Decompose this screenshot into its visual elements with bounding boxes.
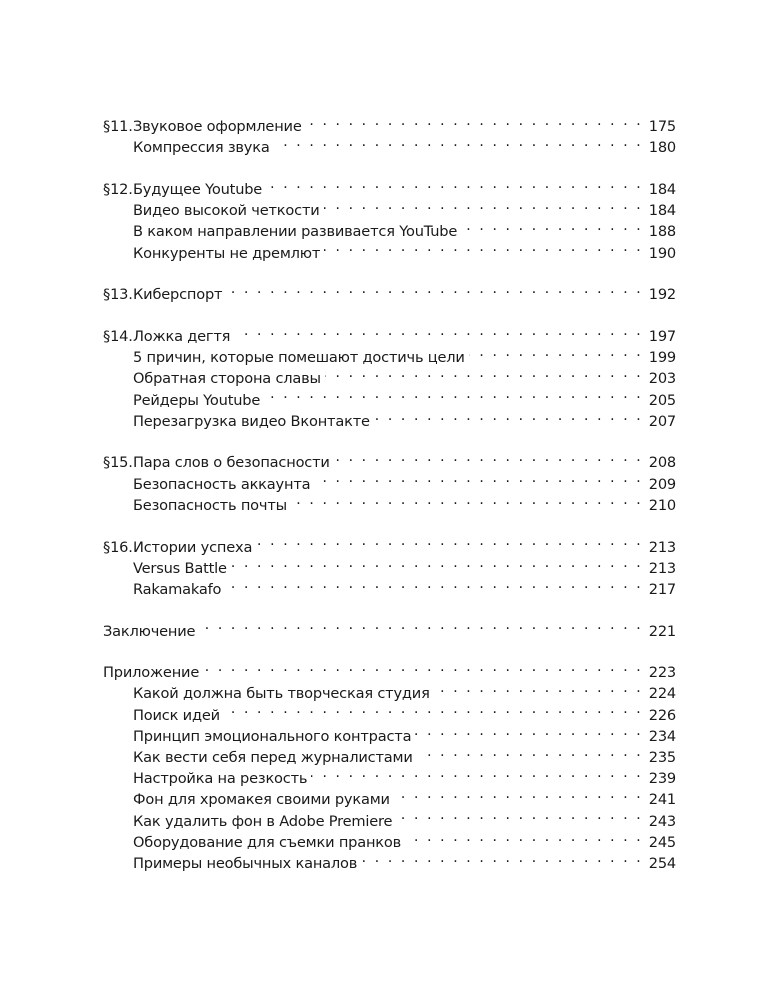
toc-group [103, 110, 676, 157]
entry-title: Компрессия звука [133, 139, 270, 157]
page-number: 209 [648, 475, 676, 493]
page-number: 234 [648, 727, 676, 745]
page-number: 210 [648, 496, 676, 514]
entry-title: Обратная сторона славы [133, 370, 321, 388]
dot-leader [324, 236, 643, 257]
section-number: §15. [103, 454, 133, 472]
dot-leader [226, 278, 642, 299]
entry-title: Безопасность аккаунта [133, 475, 311, 493]
page-number: 221 [648, 622, 676, 640]
section-number: §11. [103, 118, 133, 136]
toc-entry[interactable] [103, 530, 676, 556]
page-number: 192 [648, 286, 676, 304]
page-number: 217 [648, 580, 676, 598]
dot-leader [325, 362, 643, 383]
toc-entry[interactable] [103, 320, 676, 345]
toc-entry[interactable] [103, 278, 676, 304]
dot-leader [256, 530, 643, 551]
dot-leader [234, 320, 642, 341]
table-of-contents [103, 110, 676, 888]
dot-leader [224, 698, 643, 719]
entry-title: Фон для хромакея своими руками [133, 791, 390, 809]
dot-leader [394, 783, 643, 804]
dot-leader [405, 826, 643, 847]
entry-title: Поиск идей [133, 706, 220, 724]
entry-title: Оборудование для съемки пранков [133, 833, 402, 851]
page-number: 224 [648, 685, 676, 703]
toc-group [103, 173, 676, 262]
entry-title: Перезагрузка видео Вконтакте [133, 412, 370, 430]
page-number: 243 [648, 812, 676, 830]
page-number: 239 [648, 770, 676, 788]
entry-title: Принцип эмоционального контраста [133, 727, 412, 745]
dot-leader [225, 573, 642, 594]
entry-title: Безопасность почты [133, 496, 287, 514]
toc-entry[interactable] [103, 614, 676, 640]
dot-leader [314, 467, 642, 488]
dot-leader [374, 405, 643, 426]
page-number: 241 [648, 791, 676, 809]
page-number: 254 [648, 854, 676, 872]
dot-leader [434, 677, 643, 698]
entry-title: Настройка на резкость [133, 770, 308, 788]
page-number: 245 [648, 833, 676, 851]
section-number: §12. [103, 181, 133, 199]
page-number: 184 [648, 202, 676, 220]
dot-leader [311, 762, 642, 783]
dot-leader [274, 131, 643, 152]
entry-title: Истории успеха [133, 538, 253, 556]
dot-leader [461, 215, 643, 236]
page-number: 190 [648, 244, 676, 262]
entry-title: Как удалить фон в Adobe Premiere [133, 812, 393, 830]
toc-group [103, 656, 676, 872]
entry-title: Киберспорт [133, 286, 223, 304]
entry-title: Rakamakafo [133, 580, 222, 598]
section-number: §16. [103, 538, 133, 556]
entry-title: Примеры необычных каналов [133, 854, 358, 872]
toc-group [103, 278, 676, 304]
entry-title: Какой должна быть творческая студия [133, 685, 430, 703]
dot-leader [334, 446, 643, 467]
entry-title: Пара слов о безопасности [133, 454, 330, 472]
entry-title: Звуковое оформление [133, 118, 302, 136]
entry-title: Конкуренты не дремлют [133, 244, 321, 262]
entry-title: Как вести себя перед журналистами [133, 749, 413, 766]
page-number: 199 [648, 349, 676, 367]
entry-title: Рейдеры Youtube [133, 391, 261, 409]
page-number: 223 [648, 664, 676, 682]
page-number: 175 [648, 118, 676, 136]
page-number: 203 [648, 370, 676, 388]
dot-leader [264, 383, 643, 404]
toc-group [103, 614, 676, 640]
page-number: 207 [648, 412, 676, 430]
toc-group [103, 446, 676, 514]
dot-leader [266, 173, 643, 194]
page-number: 213 [648, 559, 676, 577]
entry-title: Ложка дегтя [133, 328, 231, 345]
dot-leader [469, 341, 643, 362]
page-number: 208 [648, 454, 676, 472]
dot-leader [306, 110, 643, 131]
page-number: 184 [648, 181, 676, 199]
entry-title: В каком направлении развивается YouTube [133, 223, 458, 241]
section-number: §13. [103, 286, 133, 304]
dot-leader [203, 656, 643, 677]
dot-leader [361, 847, 643, 868]
dot-leader [417, 741, 643, 762]
entry-title: Будущее Youtube [133, 181, 263, 199]
toc-entry[interactable] [103, 656, 676, 682]
section-number: §14. [103, 328, 133, 345]
page-number: 205 [648, 391, 676, 409]
page-number: 213 [648, 538, 676, 556]
page-number: 235 [648, 749, 676, 766]
page-number: 197 [648, 328, 676, 345]
toc-group [103, 530, 676, 598]
entry-title: Versus Battle [133, 559, 227, 577]
dot-leader [415, 720, 642, 741]
page-number: 188 [648, 223, 676, 241]
entry-title: Видео высокой четкости [133, 202, 320, 220]
toc-entry[interactable] [103, 173, 676, 199]
dot-leader [396, 804, 642, 825]
page-number: 226 [648, 706, 676, 724]
toc-entry[interactable] [103, 446, 676, 472]
toc-entry[interactable] [103, 110, 676, 136]
entry-title: 5 причин, которые помешают достичь цели [133, 349, 465, 367]
entry-title: Заключение [103, 622, 196, 640]
dot-leader [291, 489, 643, 510]
page-number: 180 [648, 139, 676, 157]
dot-leader [199, 614, 642, 635]
dot-leader [231, 552, 643, 573]
toc-group [103, 320, 676, 430]
dot-leader [324, 194, 643, 215]
entry-title: Приложение [103, 664, 200, 682]
